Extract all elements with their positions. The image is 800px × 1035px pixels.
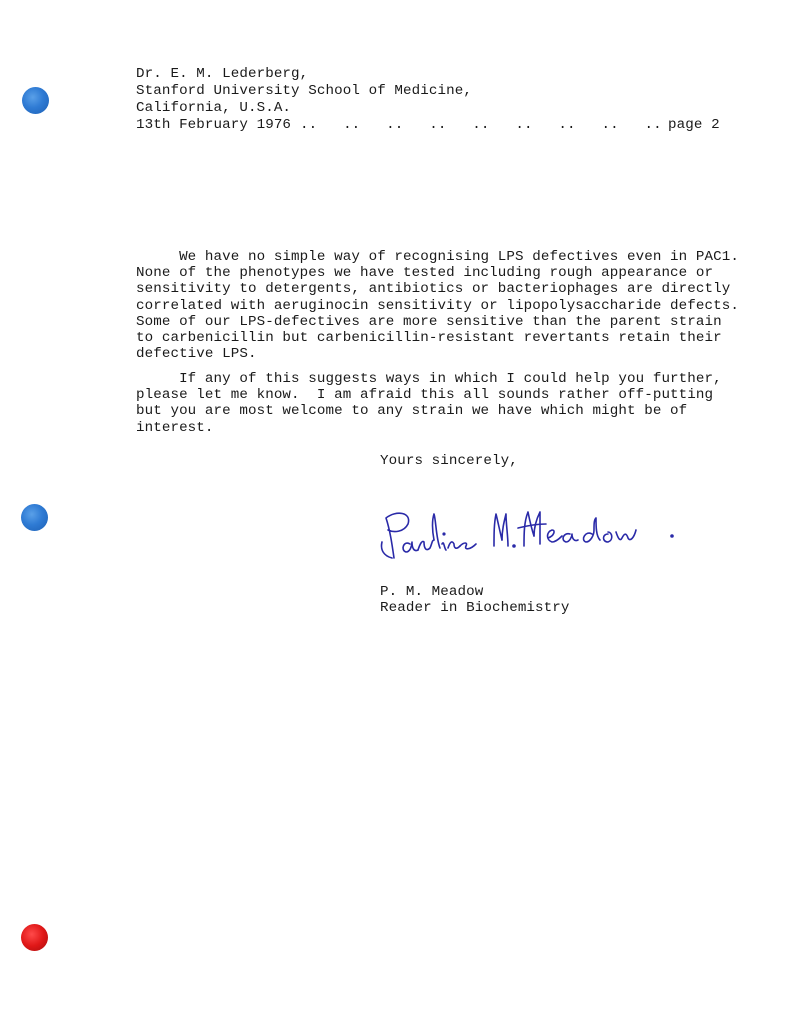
paragraph-1-line: sensitivity to detergents, antibiotics or bacteriophages are directly: [136, 281, 731, 297]
paragraph-1-line: Some of our LPS-defectives are more sensitive than the parent strain: [136, 314, 722, 330]
paragraph-1-line: We have no simple way of recognising LPS defectives even in PAC1.: [136, 249, 739, 265]
salutation: Yours sincerely,: [380, 453, 518, 469]
paragraph-2-line: If any of this suggests ways in which I could help you further,: [136, 371, 722, 387]
leader-dots: .. .. .. .. .. .. .. .. ..: [300, 117, 662, 133]
binder-hole-top: [22, 87, 49, 114]
paragraph-1-line: None of the phenotypes we have tested including rough appearance or: [136, 265, 714, 281]
recipient-name: Dr. E. M. Lederberg,: [136, 66, 309, 82]
signer-name: P. M. Meadow: [380, 584, 484, 600]
binder-hole-bottom: [21, 924, 48, 951]
recipient-location: California, U.S.A.: [136, 100, 292, 116]
recipient-institution: Stanford University School of Medicine,: [136, 83, 472, 99]
paragraph-2-line: interest.: [136, 420, 214, 436]
page-number: page 2: [668, 117, 720, 133]
paragraph-1-line: defective LPS.: [136, 346, 257, 362]
signer-title: Reader in Biochemistry: [380, 600, 570, 616]
paragraph-2-line: but you are most welcome to any strain we have which might be of: [136, 403, 688, 419]
binder-hole-middle: [21, 504, 48, 531]
letter-date: 13th February 1976: [136, 117, 292, 133]
handwritten-signature: [372, 500, 692, 570]
paragraph-2-line: please let me know. I am afraid this all sounds rather off-putting: [136, 387, 714, 403]
paragraph-1-line: to carbenicillin but carbenicillin-resistant revertants retain their: [136, 330, 722, 346]
paragraph-1-line: correlated with aeruginocin sensitivity or lipopolysaccharide defects.: [136, 298, 739, 314]
